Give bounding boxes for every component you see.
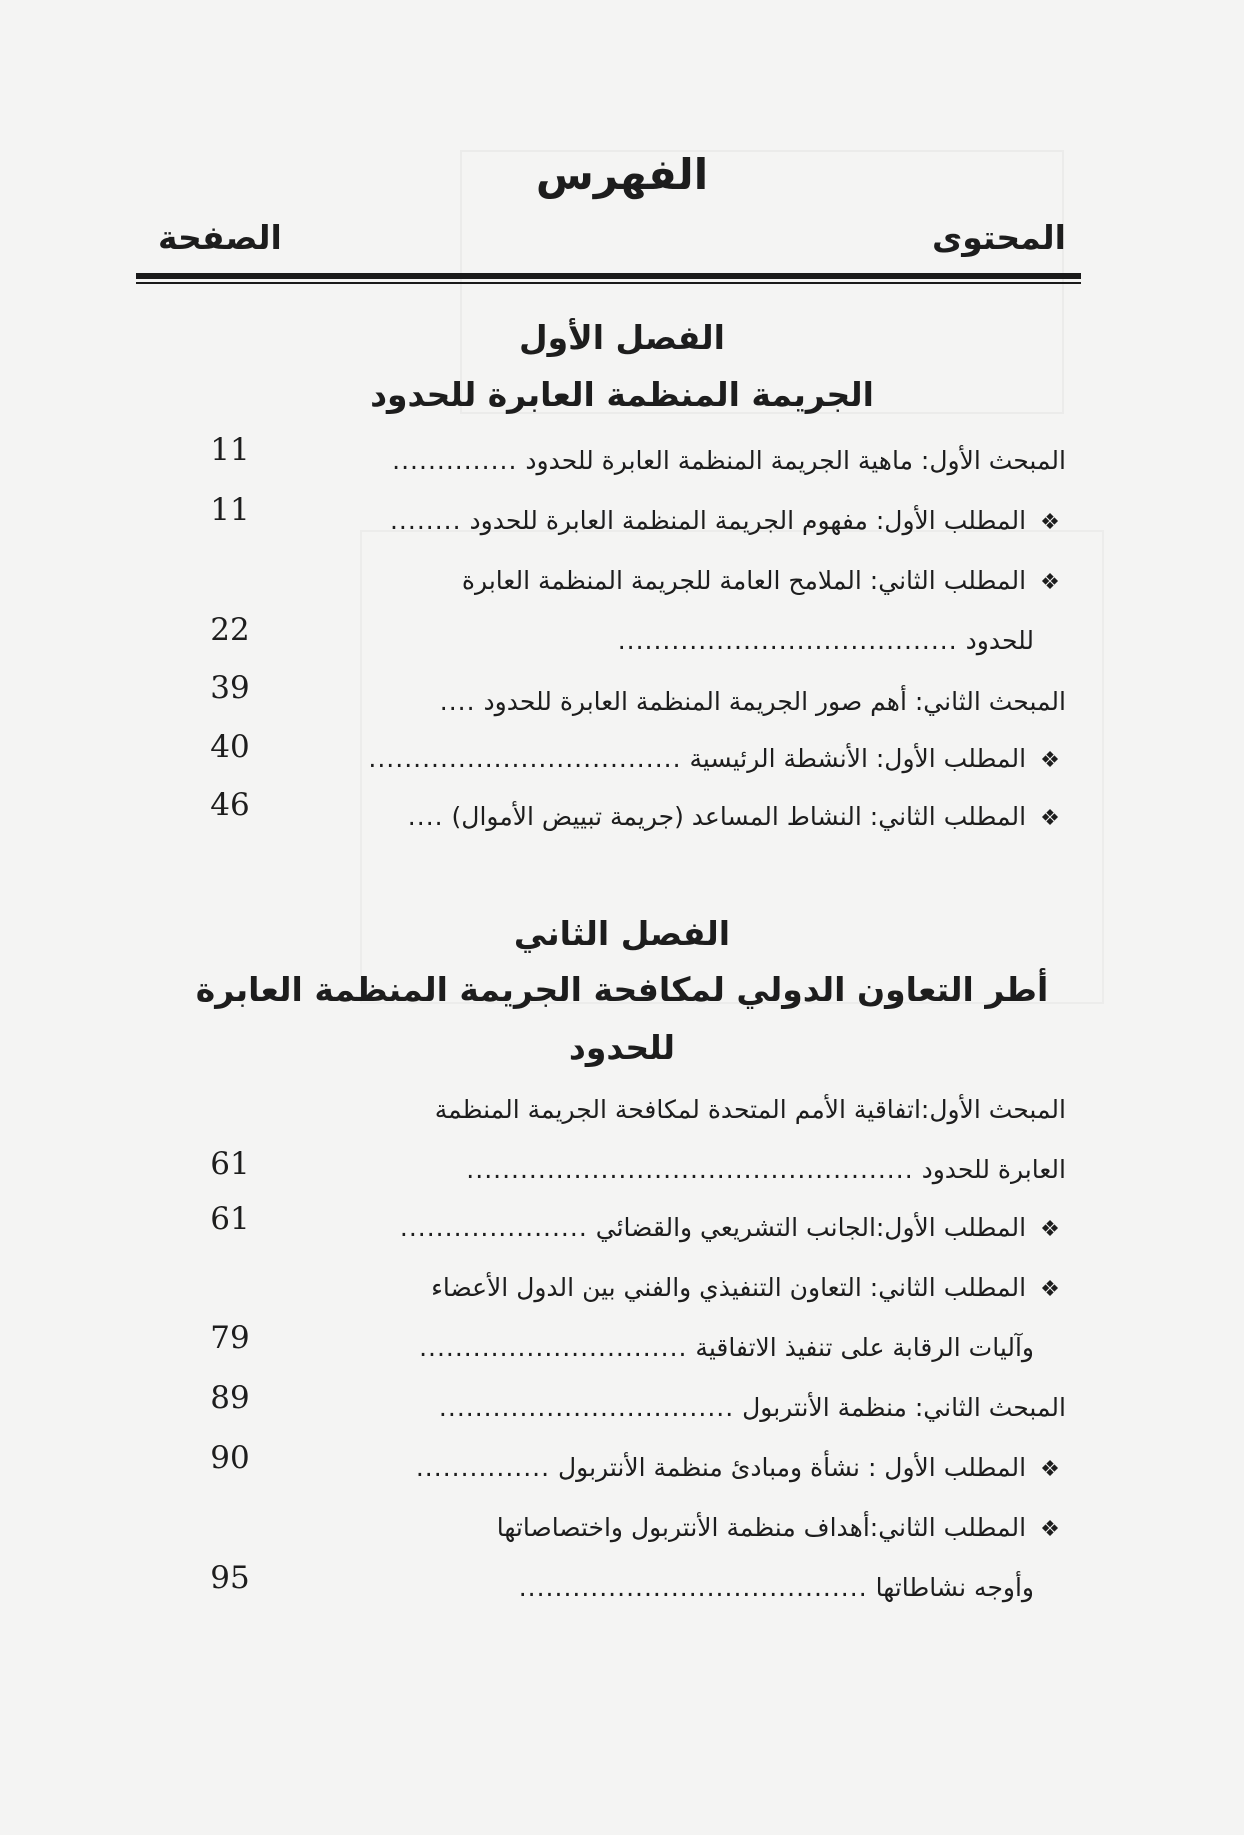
dot-leader: .............................. — [419, 1333, 688, 1362]
entry-text: المطلب الثاني:أهداف منظمة الأنتربول واختصاصاتها — [496, 1513, 1027, 1542]
toc-entry-subsection[interactable] — [408, 797, 1066, 839]
dot-leader: .................................................. — [466, 1155, 914, 1184]
toc-entry-section[interactable] — [440, 682, 1066, 722]
diamond-bullet-icon: ❖ — [1040, 510, 1060, 535]
toc-entry-continuation[interactable] — [618, 621, 1034, 661]
entry-text-continued: للحدود — [965, 626, 1034, 655]
toc-entry-subsection[interactable] — [431, 1268, 1066, 1310]
dot-leader: ................................. — [438, 1393, 735, 1422]
diamond-bullet-icon: ❖ — [1040, 1277, 1060, 1302]
dot-leader: ..................... — [399, 1213, 588, 1242]
toc-entry-subsection[interactable] — [368, 739, 1066, 781]
chapter-1-label: الفصل الأول — [519, 318, 725, 357]
entry-text-continued: وآليات الرقابة على تنفيذ الاتفاقية — [695, 1333, 1034, 1362]
dot-leader: ........ — [389, 506, 462, 535]
page-number: 22 — [210, 612, 250, 648]
entry-text-continued: العابرة للحدود — [921, 1155, 1066, 1184]
dot-leader: .............. — [392, 446, 518, 475]
page-number: 11 — [210, 432, 250, 468]
diamond-bullet-icon: ❖ — [1040, 806, 1060, 831]
toc-title: الفهرس — [535, 150, 709, 199]
chapter-1-title: الجريمة المنظمة العابرة للحدود — [370, 375, 874, 414]
dot-leader: .... — [407, 802, 444, 831]
toc-entry-continuation[interactable] — [519, 1568, 1034, 1608]
toc-entry-subsection[interactable] — [497, 1508, 1066, 1550]
toc-entry-continuation[interactable] — [419, 1328, 1034, 1368]
entry-text: المبحث الأول:اتفاقية الأمم المتحدة لمكافحة الجريمة المنظمة — [434, 1095, 1066, 1124]
entry-text: المطلب الأول : نشأة ومبادئ منظمة الأنتربول — [558, 1453, 1027, 1482]
entry-text: المبحث الثاني: أهم صور الجريمة المنظمة العابرة للحدود — [483, 687, 1066, 716]
toc-entry-subsection[interactable] — [416, 1448, 1066, 1490]
toc-entry-subsection[interactable] — [462, 561, 1066, 603]
toc-entry-subsection[interactable] — [390, 501, 1066, 543]
page-number: 46 — [210, 787, 250, 823]
dot-leader: ....................................... — [518, 1573, 868, 1602]
header-rule-thin — [136, 282, 1081, 284]
chapter-2-label: الفصل الثاني — [513, 914, 731, 953]
dot-leader: .... — [439, 687, 476, 716]
page-column-header: الصفحة — [158, 218, 282, 257]
entry-text: المطلب الأول:الجانب التشريعي والقضائي — [595, 1213, 1027, 1242]
diamond-bullet-icon: ❖ — [1040, 1217, 1060, 1242]
entry-text: المطلب الثاني: الملامح العامة للجريمة المنظمة العابرة — [461, 566, 1027, 595]
toc-entry-section[interactable] — [435, 1090, 1066, 1130]
dot-leader: ................................... — [368, 744, 682, 773]
diamond-bullet-icon: ❖ — [1040, 570, 1060, 595]
header-rule-thick — [136, 273, 1081, 279]
page-number: 11 — [210, 492, 250, 528]
page-number: 40 — [210, 729, 250, 765]
chapter-2-title: أطر التعاون الدولي لمكافحة الجريمة المنظمة العابرة — [195, 970, 1049, 1009]
page-number: 90 — [210, 1440, 250, 1476]
toc-entry-continuation[interactable] — [466, 1150, 1066, 1190]
entry-text-continued: وأوجه نشاطاتها — [875, 1573, 1034, 1602]
diamond-bullet-icon: ❖ — [1040, 748, 1060, 773]
entry-text: المطلب الأول: الأنشطة الرئيسية — [689, 744, 1027, 773]
chapter-2-title-continued: للحدود — [568, 1028, 676, 1067]
page-number: 79 — [210, 1320, 250, 1356]
dot-leader: ...................................... — [617, 626, 958, 655]
toc-entry-subsection[interactable] — [400, 1208, 1066, 1250]
dot-leader: ............... — [415, 1453, 551, 1482]
diamond-bullet-icon: ❖ — [1040, 1457, 1060, 1482]
content-column-header: المحتوى — [931, 218, 1066, 257]
toc-entry-section[interactable] — [392, 441, 1066, 481]
entry-text: المطلب الثاني: التعاون التنفيذي والفني بين الدول الأعضاء — [431, 1273, 1027, 1302]
page-number: 95 — [210, 1560, 250, 1596]
page-number: 39 — [210, 670, 250, 706]
page-number: 89 — [210, 1380, 250, 1416]
page-number: 61 — [210, 1201, 250, 1237]
entry-text: المطلب الأول: مفهوم الجريمة المنظمة العابرة للحدود — [469, 506, 1027, 535]
entry-text: المبحث الثاني: منظمة الأنتربول — [742, 1393, 1066, 1422]
page-number: 61 — [210, 1146, 250, 1182]
diamond-bullet-icon: ❖ — [1040, 1517, 1060, 1542]
entry-text: المبحث الأول: ماهية الجريمة المنظمة العابرة للحدود — [525, 446, 1066, 475]
toc-entry-section[interactable] — [439, 1388, 1066, 1428]
entry-text: المطلب الثاني: النشاط المساعد (جريمة تبييض الأموال) — [451, 802, 1027, 831]
